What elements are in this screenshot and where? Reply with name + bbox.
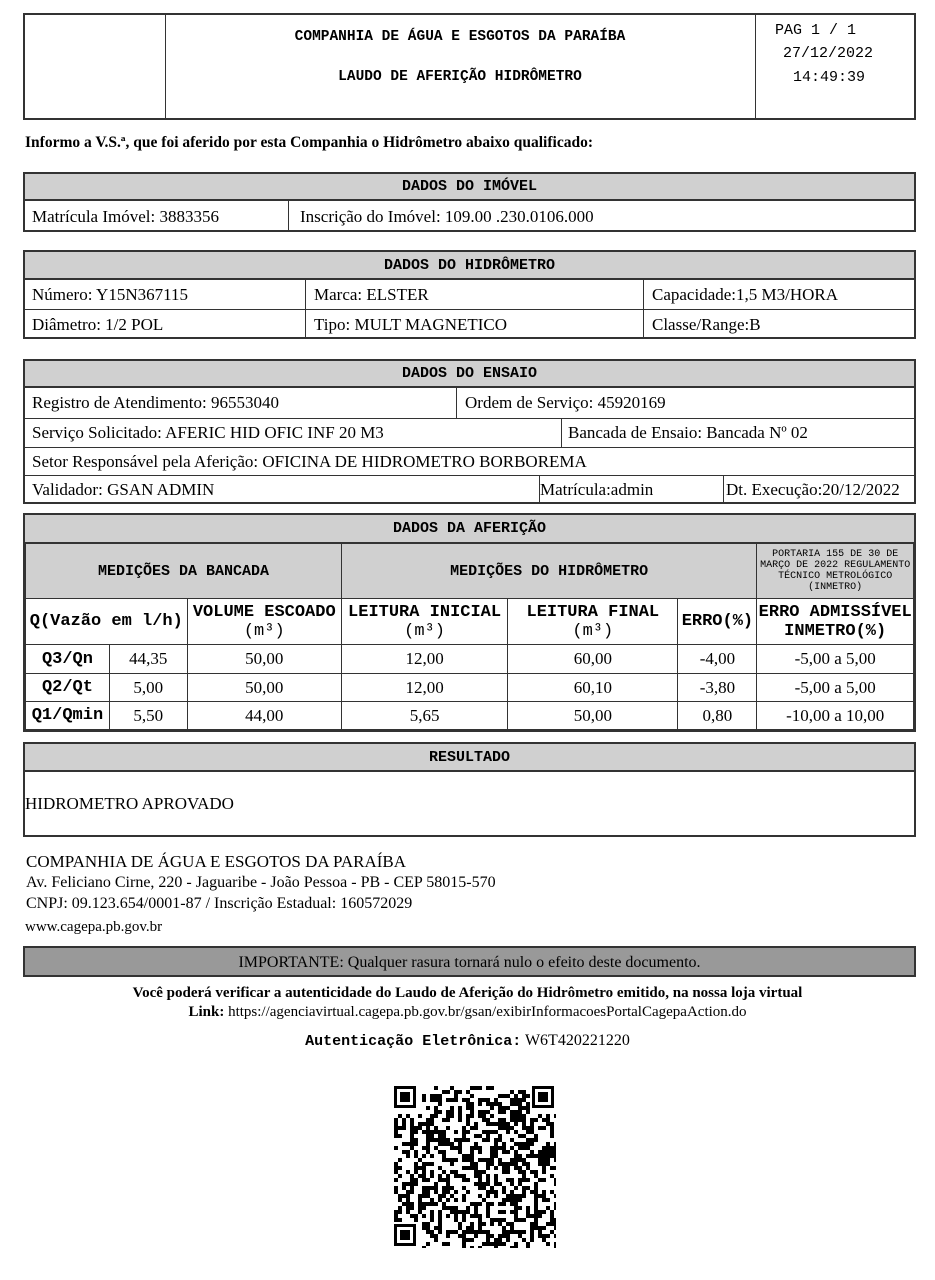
group-medicoes-bancada: MEDIÇÕES DA BANCADA — [26, 544, 342, 599]
cell-divider — [288, 201, 289, 232]
verify-text: Você poderá verificar a autenticidade do Laudo de Aferição do Hidrômetro emitido, na nossa loja virtual — [132, 985, 803, 1001]
col-erro-admissivel-label: ERRO ADMISSÍVEL — [758, 602, 912, 622]
verify-link[interactable]: https://agenciavirtual.cagepa.pb.gov.br/gsan/exibirInformacoesPortalCagepaAction.do — [228, 1004, 747, 1020]
col-leitura-final — [508, 599, 678, 645]
ensaio-section-title: DADOS DO ENSAIO — [25, 361, 914, 388]
col-volume — [187, 599, 341, 645]
imovel-section — [23, 172, 916, 232]
row-inicial: 12,00 — [341, 645, 507, 674]
row-admissivel: -5,00 a 5,00 — [757, 674, 914, 702]
row-vazao: 44,35 — [109, 645, 187, 674]
row-q: Q1/Qmin — [26, 702, 110, 730]
auth-code: W6T420221220 — [524, 1032, 630, 1049]
row-final: 60,10 — [508, 674, 678, 702]
afericao-section — [23, 513, 916, 732]
cell-divider — [643, 280, 644, 337]
col-volume-unit: (m³) — [243, 621, 285, 641]
row-inicial: 12,00 — [341, 674, 507, 702]
row-erro: -3,80 — [678, 674, 757, 702]
row-final: 60,00 — [508, 645, 678, 674]
ensaio-section — [23, 359, 916, 504]
col-vazao: Q(Vazão em l/h) — [26, 599, 188, 645]
row-admissivel: -10,00 a 10,00 — [757, 702, 914, 730]
issue-time: 14:49:39 — [793, 69, 866, 86]
auth-line — [0, 1032, 935, 1050]
col-erro-admissivel-unit: INMETRO(%) — [784, 621, 887, 641]
data-execucao: Dt. Execução:20/12/2022 — [726, 480, 900, 499]
col-erro: ERRO(%) — [678, 599, 757, 645]
group-medicoes-hidrometro: MEDIÇÕES DO HIDRÔMETRO — [341, 544, 756, 599]
hidrometro-section-title: DADOS DO HIDRÔMETRO — [25, 252, 914, 280]
verify-link-line — [0, 1004, 935, 1021]
afericao-table — [25, 543, 914, 730]
row-vazao: 5,50 — [109, 702, 187, 730]
row-erro: 0,80 — [678, 702, 757, 730]
table-row — [26, 645, 914, 674]
document-title: LAUDO DE AFERIÇÃO HIDRÔMETRO — [338, 69, 582, 85]
row-volume: 44,00 — [187, 702, 341, 730]
col-erro-admissivel — [757, 599, 914, 645]
resultado-value: HIDROMETRO APROVADO — [25, 794, 234, 813]
servico-solicitado: Serviço Solicitado: AFERIC HID OFIC INF 20 M3 — [32, 423, 384, 442]
qr-code — [392, 1084, 556, 1248]
footer-cnpj: CNPJ: 09.123.654/0001-87 / Inscrição Estadual: 160572029 — [26, 895, 413, 912]
validador: Validador: GSAN ADMIN — [32, 480, 215, 499]
company-title: COMPANHIA DE ÁGUA E ESGOTOS DA PARAÍBA — [294, 29, 626, 45]
row-final: 50,00 — [508, 702, 678, 730]
footer-address: Av. Feliciano Cirne, 220 - Jaguaribe - João Pessoa - PB - CEP 58015-570 — [26, 874, 496, 891]
col-leitura-final-label: LEITURA FINAL — [526, 602, 660, 622]
row-volume: 50,00 — [187, 674, 341, 702]
footer-site: www.cagepa.pb.gov.br — [25, 919, 163, 935]
cell-divider — [456, 388, 457, 418]
hidrometro-classe: Classe/Range:B — [652, 314, 761, 334]
hidrometro-marca: Marca: ELSTER — [314, 284, 429, 304]
hidrometro-section — [23, 250, 916, 339]
cell-divider — [305, 280, 306, 337]
col-leitura-inicial — [341, 599, 507, 645]
auth-label: Autenticação Eletrônica: — [305, 1033, 522, 1050]
resultado-section-title: RESULTADO — [25, 744, 914, 772]
hidrometro-numero: Número: Y15N367115 — [32, 284, 188, 304]
col-leitura-inicial-label: LEITURA INICIAL — [348, 602, 502, 622]
link-label: Link: — [188, 1004, 225, 1020]
important-text: IMPORTANTE: Qualquer rasura tornará nulo o efeito deste documento. — [238, 954, 701, 971]
resultado-section — [23, 742, 916, 837]
col-leitura-final-unit: (m³) — [572, 621, 614, 641]
row-q: Q2/Qt — [26, 674, 110, 702]
matricula-imovel: Matrícula Imóvel: 3883356 — [32, 206, 219, 226]
col-volume-label: VOLUME ESCOADO — [192, 602, 336, 622]
imovel-section-title: DADOS DO IMÓVEL — [25, 174, 914, 201]
intro-text: Informo a V.S.ª, que foi aferido por esta Companhia o Hidrômetro abaixo qualificado: — [25, 134, 593, 151]
hidrometro-tipo: Tipo: MULT MAGNETICO — [314, 314, 508, 334]
matricula-validador: Matrícula:admin — [540, 480, 654, 499]
row-inicial: 5,65 — [341, 702, 507, 730]
hidrometro-diametro: Diâmetro: 1/2 POL — [32, 314, 164, 334]
col-leitura-inicial-unit: (m³) — [404, 621, 445, 641]
row-q: Q3/Qn — [26, 645, 110, 674]
issue-date: 27/12/2022 — [783, 45, 874, 62]
row-volume: 50,00 — [187, 645, 341, 674]
setor-responsavel: Setor Responsável pela Aferição: OFICINA DE HIDROMETRO BORBOREMA — [32, 451, 587, 471]
logo-area — [25, 15, 165, 118]
header-divider — [755, 15, 756, 118]
document-header — [23, 13, 916, 120]
row-admissivel: -5,00 a 5,00 — [757, 645, 914, 674]
table-row — [26, 702, 914, 730]
important-banner — [23, 946, 916, 977]
footer-company: COMPANHIA DE ÁGUA E ESGOTOS DA PARAÍBA — [26, 852, 407, 871]
inscricao-imovel: Inscrição do Imóvel: 109.00 .230.0106.000 — [300, 206, 594, 226]
bancada-ensaio: Bancada de Ensaio: Bancada Nº 02 — [568, 423, 808, 442]
table-row — [26, 674, 914, 702]
page-number: PAG 1 / 1 — [775, 22, 857, 39]
row-erro: -4,00 — [678, 645, 757, 674]
portaria-note: PORTARIA 155 DE 30 DE MARÇO DE 2022 REGULAMENTO TÉCNICO METROLÓGICO (INMETRO) — [757, 544, 914, 599]
hidrometro-capacidade: Capacidade:1,5 M3/HORA — [652, 284, 839, 304]
ordem-servico: Ordem de Serviço: 45920169 — [465, 393, 666, 412]
afericao-section-title: DADOS DA AFERIÇÃO — [25, 515, 914, 544]
row-vazao: 5,00 — [109, 674, 187, 702]
registro-atendimento: Registro de Atendimento: 96553040 — [32, 393, 279, 412]
